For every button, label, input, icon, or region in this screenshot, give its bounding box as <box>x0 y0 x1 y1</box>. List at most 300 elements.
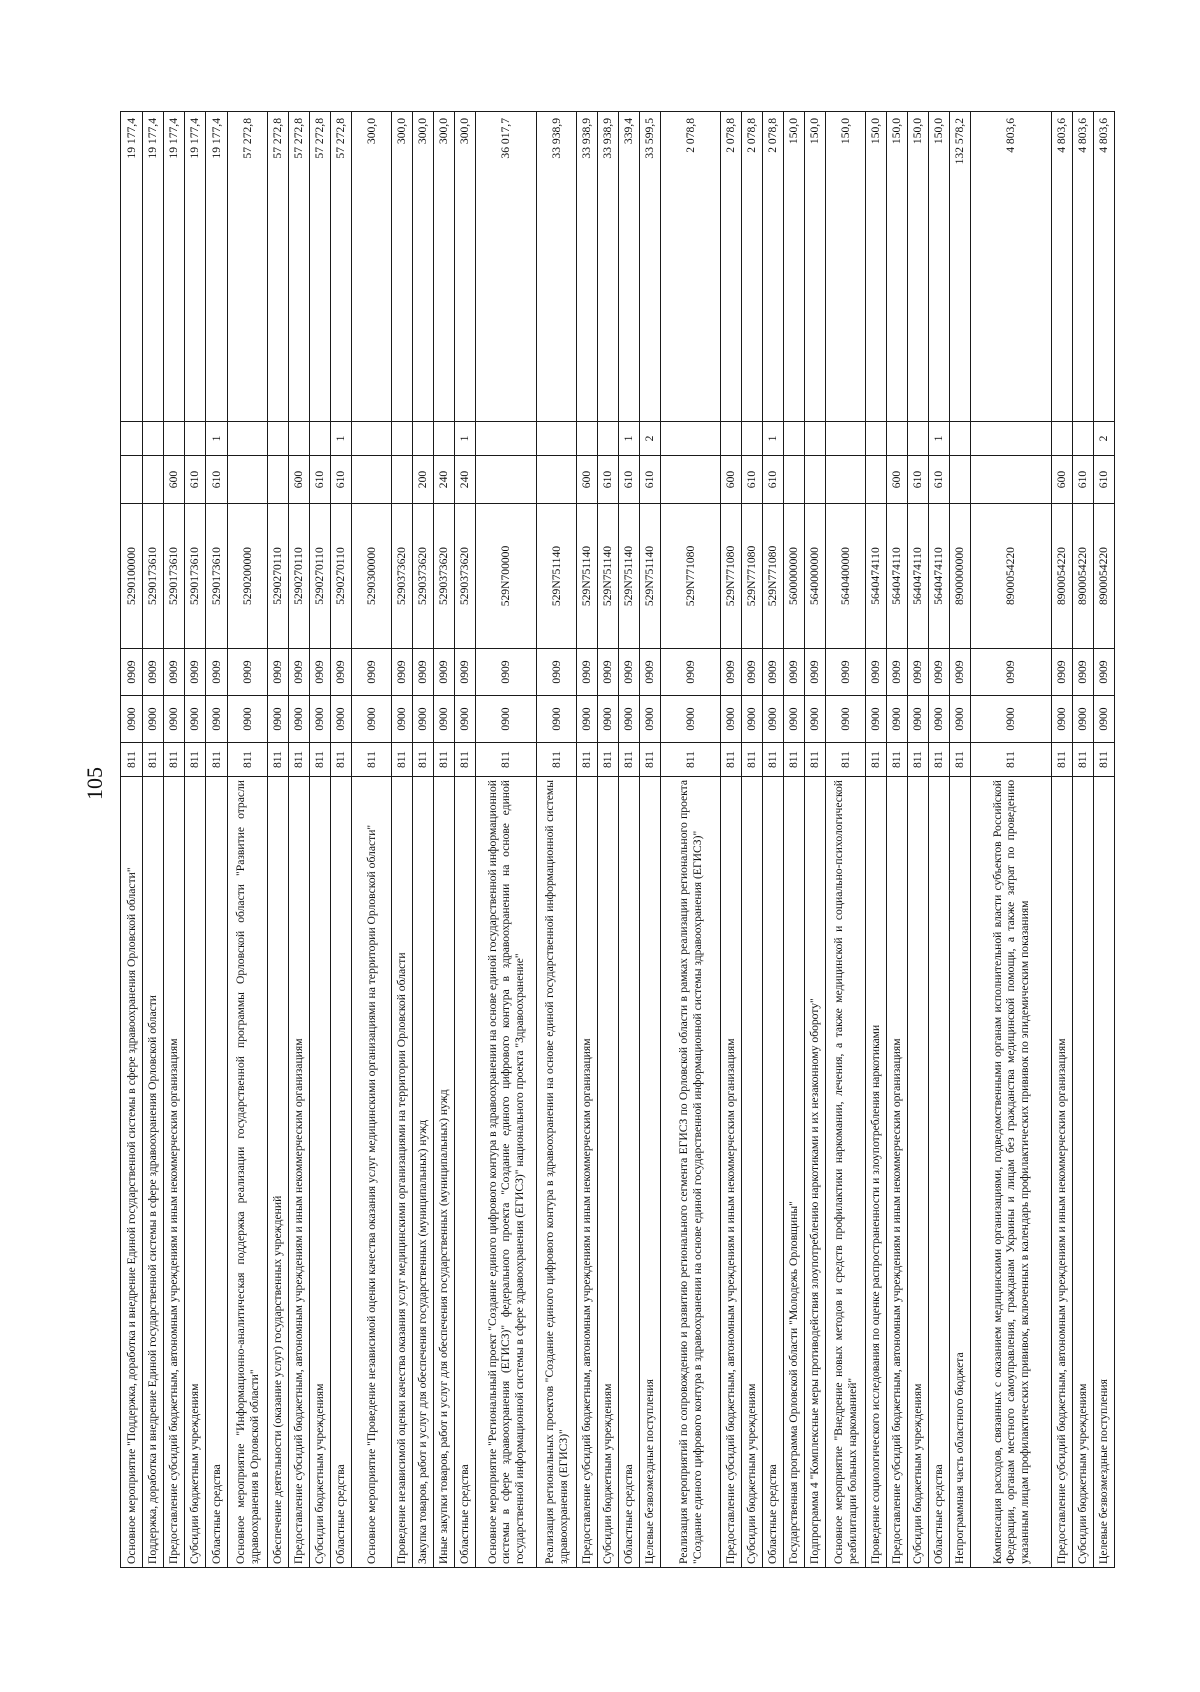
cell-podrazdel: 0909 <box>310 649 331 696</box>
cell-amount: 300,0 <box>455 112 476 422</box>
cell-target-article: 5640474110 <box>887 504 908 649</box>
cell-podrazdel: 0909 <box>206 649 228 696</box>
table-row <box>1094 112 1115 1568</box>
cell-razdel: 0900 <box>331 696 352 743</box>
cell-target-article: 8900054220 <box>1094 504 1115 649</box>
cell-expense-type <box>826 456 866 504</box>
cell-grbs: 811 <box>742 743 763 777</box>
cell-target-article: 5290200000 <box>228 504 268 649</box>
cell-expense-type <box>121 456 143 504</box>
cell-name: Государственная программа Орловской области "Молодежь Орловщины" <box>784 777 805 1568</box>
table-row <box>455 112 476 1568</box>
cell-razdel: 0900 <box>185 696 206 743</box>
cell-expense-type: 610 <box>929 456 950 504</box>
cell-source <box>310 422 331 456</box>
cell-podrazdel: 0909 <box>1094 649 1115 696</box>
cell-source: 2 <box>1094 422 1115 456</box>
cell-expense-type: 610 <box>1073 456 1094 504</box>
cell-grbs: 811 <box>763 743 784 777</box>
cell-name: Основное мероприятие "Внедрение новых методов и средств профилактики наркомании, лечения, а также медицинской и социально-психологической реабилитации больных наркоманией" <box>826 777 866 1568</box>
cell-expense-type: 610 <box>640 456 661 504</box>
cell-target-article: 5290100000 <box>121 504 143 649</box>
cell-podrazdel: 0909 <box>185 649 206 696</box>
cell-razdel: 0900 <box>289 696 310 743</box>
cell-grbs: 811 <box>1073 743 1094 777</box>
cell-amount: 4 803,6 <box>1052 112 1073 422</box>
cell-expense-type: 610 <box>619 456 640 504</box>
cell-podrazdel: 0909 <box>866 649 887 696</box>
cell-source <box>784 422 805 456</box>
cell-razdel: 0900 <box>598 696 619 743</box>
cell-name: Субсидии бюджетным учреждениям <box>1073 777 1094 1568</box>
cell-source <box>392 422 413 456</box>
cell-target-article: 529N751140 <box>537 504 577 649</box>
cell-amount: 150,0 <box>784 112 805 422</box>
cell-grbs: 811 <box>434 743 455 777</box>
cell-grbs: 811 <box>908 743 929 777</box>
cell-razdel: 0900 <box>413 696 434 743</box>
table-row <box>392 112 413 1568</box>
cell-amount: 57 272,8 <box>310 112 331 422</box>
cell-name: Непрограммная часть областного бюджета <box>950 777 971 1568</box>
cell-grbs: 811 <box>352 743 392 777</box>
cell-target-article: 5600000000 <box>784 504 805 649</box>
cell-amount: 33 599,5 <box>640 112 661 422</box>
cell-razdel: 0900 <box>1052 696 1073 743</box>
cell-grbs: 811 <box>929 743 950 777</box>
cell-grbs: 811 <box>185 743 206 777</box>
cell-podrazdel: 0909 <box>784 649 805 696</box>
cell-podrazdel: 0909 <box>476 649 537 696</box>
cell-amount: 150,0 <box>887 112 908 422</box>
cell-source <box>742 422 763 456</box>
cell-target-article: 529N751140 <box>619 504 640 649</box>
cell-amount: 2 078,8 <box>661 112 721 422</box>
cell-name: Реализация мероприятий по сопровождению и развитию регионального сегмента ЕГИСЗ по Орловской области в рамках реализации регионального проекта "Создание единого цифрового контура в здравоохранении на основе единой государственной информационной системы здравоохранения (ЕГИСЗ)" <box>661 777 721 1568</box>
table-row <box>476 112 537 1568</box>
cell-expense-type <box>537 456 577 504</box>
cell-source <box>971 422 1052 456</box>
cell-name: Предоставление субсидий бюджетным, автономным учреждениям и иным некоммерческим организациям <box>887 777 908 1568</box>
cell-amount: 150,0 <box>929 112 950 422</box>
cell-amount: 150,0 <box>805 112 826 422</box>
cell-source <box>721 422 742 456</box>
cell-podrazdel: 0909 <box>908 649 929 696</box>
cell-podrazdel: 0909 <box>537 649 577 696</box>
cell-target-article: 5290270110 <box>331 504 352 649</box>
cell-amount: 57 272,8 <box>268 112 289 422</box>
cell-amount: 2 078,8 <box>763 112 784 422</box>
cell-razdel: 0900 <box>784 696 805 743</box>
cell-grbs: 811 <box>164 743 185 777</box>
cell-amount: 300,0 <box>413 112 434 422</box>
table-row <box>971 112 1052 1568</box>
cell-source <box>476 422 537 456</box>
cell-grbs: 811 <box>121 743 143 777</box>
cell-source: 1 <box>206 422 228 456</box>
cell-grbs: 811 <box>805 743 826 777</box>
cell-razdel: 0900 <box>268 696 289 743</box>
cell-amount: 150,0 <box>908 112 929 422</box>
cell-amount: 4 803,6 <box>971 112 1052 422</box>
cell-amount: 4 803,6 <box>1094 112 1115 422</box>
cell-name: Предоставление субсидий бюджетным, автономным учреждениям и иным некоммерческим организациям <box>289 777 310 1568</box>
cell-podrazdel: 0909 <box>721 649 742 696</box>
cell-expense-type: 610 <box>763 456 784 504</box>
cell-razdel: 0900 <box>121 696 143 743</box>
cell-expense-type: 610 <box>1094 456 1115 504</box>
cell-target-article: 8900054220 <box>1073 504 1094 649</box>
cell-podrazdel: 0909 <box>434 649 455 696</box>
cell-source <box>826 422 866 456</box>
cell-expense-type: 600 <box>721 456 742 504</box>
cell-target-article: 529N751140 <box>577 504 598 649</box>
cell-name: Поддержка, доработка и внедрение Единой государственной системы в сфере здравоохранения Орловской области <box>143 777 164 1568</box>
cell-razdel: 0900 <box>640 696 661 743</box>
cell-razdel: 0900 <box>826 696 866 743</box>
cell-grbs: 811 <box>784 743 805 777</box>
cell-name: Основное мероприятие "Поддержка, доработка и внедрение Единой государственной системы в сфере здравоохранения Орловской области" <box>121 777 143 1568</box>
table-row <box>164 112 185 1568</box>
cell-source <box>185 422 206 456</box>
cell-name: Областные средства <box>455 777 476 1568</box>
table-row <box>742 112 763 1568</box>
cell-podrazdel: 0909 <box>331 649 352 696</box>
table-row <box>929 112 950 1568</box>
table-row <box>413 112 434 1568</box>
cell-target-article: 529N751140 <box>640 504 661 649</box>
cell-podrazdel: 0909 <box>455 649 476 696</box>
table-row <box>826 112 866 1568</box>
table-row <box>121 112 143 1568</box>
cell-podrazdel: 0909 <box>1052 649 1073 696</box>
cell-razdel: 0900 <box>310 696 331 743</box>
cell-source <box>228 422 268 456</box>
cell-target-article: 5290173610 <box>164 504 185 649</box>
cell-expense-type: 610 <box>908 456 929 504</box>
cell-expense-type <box>143 456 164 504</box>
table-row <box>206 112 228 1568</box>
cell-name: Реализация региональных проектов "Создание единого цифрового контура в здравоохранении на основе единой государственной информационной системы здравоохранения (ЕГИСЗ)" <box>537 777 577 1568</box>
cell-razdel: 0900 <box>950 696 971 743</box>
cell-razdel: 0900 <box>866 696 887 743</box>
cell-expense-type <box>352 456 392 504</box>
cell-name: Субсидии бюджетным учреждениям <box>310 777 331 1568</box>
cell-razdel: 0900 <box>206 696 228 743</box>
cell-amount: 300,0 <box>434 112 455 422</box>
cell-source <box>537 422 577 456</box>
cell-source <box>950 422 971 456</box>
cell-razdel: 0900 <box>763 696 784 743</box>
cell-source <box>1052 422 1073 456</box>
cell-grbs: 811 <box>887 743 908 777</box>
cell-grbs: 811 <box>228 743 268 777</box>
cell-grbs: 811 <box>455 743 476 777</box>
cell-podrazdel: 0909 <box>598 649 619 696</box>
cell-grbs: 811 <box>950 743 971 777</box>
cell-amount: 57 272,8 <box>289 112 310 422</box>
cell-target-article: 5290173610 <box>143 504 164 649</box>
cell-podrazdel: 0909 <box>742 649 763 696</box>
cell-grbs: 811 <box>310 743 331 777</box>
cell-amount: 19 177,4 <box>185 112 206 422</box>
cell-expense-type: 600 <box>164 456 185 504</box>
table-row <box>434 112 455 1568</box>
cell-target-article: 529N700000 <box>476 504 537 649</box>
cell-expense-type: 600 <box>289 456 310 504</box>
cell-razdel: 0900 <box>971 696 1052 743</box>
cell-source: 1 <box>619 422 640 456</box>
cell-name: Целевые безвозмездные поступления <box>640 777 661 1568</box>
cell-expense-type: 240 <box>455 456 476 504</box>
cell-expense-type: 600 <box>1052 456 1073 504</box>
cell-grbs: 811 <box>143 743 164 777</box>
cell-amount: 19 177,4 <box>121 112 143 422</box>
table-row <box>598 112 619 1568</box>
table-row <box>310 112 331 1568</box>
cell-name: Областные средства <box>763 777 784 1568</box>
cell-source <box>121 422 143 456</box>
cell-podrazdel: 0909 <box>805 649 826 696</box>
cell-name: Предоставление субсидий бюджетным, автономным учреждениям и иным некоммерческим организациям <box>164 777 185 1568</box>
table-row <box>185 112 206 1568</box>
cell-target-article: 529N771080 <box>721 504 742 649</box>
cell-grbs: 811 <box>392 743 413 777</box>
cell-podrazdel: 0909 <box>289 649 310 696</box>
cell-name: Предоставление субсидий бюджетным, автономным учреждениям и иным некоммерческим организациям <box>1052 777 1073 1568</box>
cell-target-article: 5290373620 <box>434 504 455 649</box>
cell-target-article: 529N751140 <box>598 504 619 649</box>
cell-grbs: 811 <box>331 743 352 777</box>
cell-podrazdel: 0909 <box>121 649 143 696</box>
cell-podrazdel: 0909 <box>640 649 661 696</box>
cell-source <box>268 422 289 456</box>
cell-name: Закупка товаров, работ и услуг для обеспечения государственных (муниципальных) нужд <box>413 777 434 1568</box>
cell-name: Основное мероприятие "Региональный проект "Создание единого цифрового контура в здравоохранении на основе единой государственной информационной системы в сфере здравоохранения (ЕГИСЗ)" федерального проекта "Создание единого цифрового контура в здравоохранении на основе единой государственной информационной системы в сфере здравоохранения (ЕГИСЗ)" национального проекта "Здравоохранение" <box>476 777 537 1568</box>
cell-podrazdel: 0909 <box>577 649 598 696</box>
budget-table-container <box>120 112 1115 1568</box>
cell-expense-type: 610 <box>206 456 228 504</box>
cell-grbs: 811 <box>1052 743 1073 777</box>
table-row <box>763 112 784 1568</box>
table-row <box>661 112 721 1568</box>
cell-expense-type: 600 <box>577 456 598 504</box>
cell-amount: 19 177,4 <box>206 112 228 422</box>
cell-razdel: 0900 <box>476 696 537 743</box>
cell-source <box>164 422 185 456</box>
cell-target-article: 5290270110 <box>310 504 331 649</box>
cell-amount: 150,0 <box>826 112 866 422</box>
cell-razdel: 0900 <box>228 696 268 743</box>
table-row <box>640 112 661 1568</box>
cell-grbs: 811 <box>619 743 640 777</box>
cell-podrazdel: 0909 <box>826 649 866 696</box>
cell-amount: 300,0 <box>352 112 392 422</box>
cell-grbs: 811 <box>413 743 434 777</box>
cell-expense-type <box>784 456 805 504</box>
table-row <box>784 112 805 1568</box>
cell-source: 1 <box>455 422 476 456</box>
cell-grbs: 811 <box>866 743 887 777</box>
cell-podrazdel: 0909 <box>950 649 971 696</box>
cell-razdel: 0900 <box>908 696 929 743</box>
cell-expense-type: 610 <box>310 456 331 504</box>
cell-amount: 300,0 <box>392 112 413 422</box>
cell-expense-type: 610 <box>331 456 352 504</box>
cell-target-article: 529N771080 <box>763 504 784 649</box>
cell-amount: 33 938,9 <box>537 112 577 422</box>
cell-expense-type <box>866 456 887 504</box>
cell-target-article: 529N771080 <box>742 504 763 649</box>
cell-expense-type <box>805 456 826 504</box>
cell-name: Предоставление субсидий бюджетным, автономным учреждениям и иным некоммерческим организациям <box>577 777 598 1568</box>
table-row <box>866 112 887 1568</box>
cell-expense-type: 240 <box>434 456 455 504</box>
cell-amount: 36 017,7 <box>476 112 537 422</box>
cell-target-article: 5640000000 <box>805 504 826 649</box>
cell-source: 1 <box>331 422 352 456</box>
cell-podrazdel: 0909 <box>971 649 1052 696</box>
cell-source <box>1073 422 1094 456</box>
cell-podrazdel: 0909 <box>352 649 392 696</box>
page-number: 105 <box>82 767 107 800</box>
cell-target-article: 5290173610 <box>185 504 206 649</box>
cell-name: Основное мероприятие "Проведение независимой оценки качества оказания услуг медицинскими организациями на территории Орловской области" <box>352 777 392 1568</box>
cell-source <box>661 422 721 456</box>
table-row <box>289 112 310 1568</box>
cell-expense-type <box>661 456 721 504</box>
cell-razdel: 0900 <box>352 696 392 743</box>
cell-podrazdel: 0909 <box>929 649 950 696</box>
cell-amount: 2 078,8 <box>742 112 763 422</box>
cell-name: Основное мероприятие "Информационно-аналитическая поддержка реализации государственной программы Орловской области "Развитие отрасли здравоохранения в Орловской области" <box>228 777 268 1568</box>
cell-razdel: 0900 <box>164 696 185 743</box>
cell-source <box>143 422 164 456</box>
cell-podrazdel: 0909 <box>164 649 185 696</box>
cell-amount: 339,4 <box>619 112 640 422</box>
cell-grbs: 811 <box>537 743 577 777</box>
table-row <box>577 112 598 1568</box>
cell-razdel: 0900 <box>455 696 476 743</box>
cell-name: Областные средства <box>206 777 228 1568</box>
cell-razdel: 0900 <box>619 696 640 743</box>
table-row <box>950 112 971 1568</box>
cell-expense-type <box>392 456 413 504</box>
cell-grbs: 811 <box>289 743 310 777</box>
cell-expense-type: 610 <box>598 456 619 504</box>
cell-razdel: 0900 <box>661 696 721 743</box>
cell-grbs: 811 <box>577 743 598 777</box>
cell-name: Субсидии бюджетным учреждениям <box>742 777 763 1568</box>
cell-podrazdel: 0909 <box>143 649 164 696</box>
cell-razdel: 0900 <box>721 696 742 743</box>
cell-podrazdel: 0909 <box>228 649 268 696</box>
table-row <box>887 112 908 1568</box>
cell-grbs: 811 <box>661 743 721 777</box>
cell-grbs: 811 <box>206 743 228 777</box>
cell-grbs: 811 <box>826 743 866 777</box>
cell-expense-type <box>476 456 537 504</box>
cell-amount: 33 938,9 <box>577 112 598 422</box>
cell-amount: 4 803,6 <box>1073 112 1094 422</box>
cell-target-article: 5640474110 <box>929 504 950 649</box>
cell-name: Иные закупки товаров, работ и услуг для обеспечения государственных (муниципальных) нужд <box>434 777 455 1568</box>
cell-source <box>805 422 826 456</box>
cell-target-article: 5290270110 <box>289 504 310 649</box>
table-row <box>1052 112 1073 1568</box>
cell-name: Областные средства <box>929 777 950 1568</box>
cell-grbs: 811 <box>1094 743 1115 777</box>
cell-expense-type: 600 <box>887 456 908 504</box>
cell-name: Обеспечение деятельности (оказание услуг) государственных учреждений <box>268 777 289 1568</box>
cell-source <box>908 422 929 456</box>
cell-name: Компенсация расходов, связанных с оказанием медицинскими организациями, подведомственными органам исполнительной власти субъектов Российской Федерации, органам местного самоуправления, гражданам Украины и лицам без гражданства медицинской помощи, а также затрат по проведению указанным лицам профилактических прививок, включенных в календарь профилактических прививок по эпидемическим показаниям <box>971 777 1052 1568</box>
cell-razdel: 0900 <box>742 696 763 743</box>
table-row <box>268 112 289 1568</box>
budget-table <box>120 111 1115 1568</box>
cell-podrazdel: 0909 <box>268 649 289 696</box>
cell-razdel: 0900 <box>577 696 598 743</box>
cell-razdel: 0900 <box>887 696 908 743</box>
cell-grbs: 811 <box>721 743 742 777</box>
cell-name: Областные средства <box>619 777 640 1568</box>
cell-razdel: 0900 <box>434 696 455 743</box>
cell-target-article: 5290173610 <box>206 504 228 649</box>
table-row <box>331 112 352 1568</box>
cell-expense-type <box>228 456 268 504</box>
cell-expense-type <box>950 456 971 504</box>
cell-razdel: 0900 <box>805 696 826 743</box>
cell-expense-type: 200 <box>413 456 434 504</box>
table-row <box>228 112 268 1568</box>
cell-name: Подпрограмма 4 "Комплексные меры противодействия злоупотреблению наркотиками и их незаконному обороту" <box>805 777 826 1568</box>
table-row <box>1073 112 1094 1568</box>
cell-razdel: 0900 <box>929 696 950 743</box>
cell-name: Субсидии бюджетным учреждениям <box>598 777 619 1568</box>
cell-amount: 57 272,8 <box>228 112 268 422</box>
cell-razdel: 0900 <box>1073 696 1094 743</box>
cell-source <box>598 422 619 456</box>
cell-podrazdel: 0909 <box>1073 649 1094 696</box>
cell-target-article: 8900054220 <box>971 504 1052 649</box>
cell-source <box>413 422 434 456</box>
cell-target-article: 529N771080 <box>661 504 721 649</box>
cell-name: Проведение независимой оценки качества оказания услуг медицинскими организациями на территории Орловской области <box>392 777 413 1568</box>
table-row <box>143 112 164 1568</box>
cell-amount: 19 177,4 <box>143 112 164 422</box>
cell-expense-type: 610 <box>185 456 206 504</box>
cell-podrazdel: 0909 <box>392 649 413 696</box>
cell-name: Субсидии бюджетным учреждениям <box>185 777 206 1568</box>
cell-target-article: 5640474110 <box>908 504 929 649</box>
cell-grbs: 811 <box>476 743 537 777</box>
cell-razdel: 0900 <box>143 696 164 743</box>
cell-razdel: 0900 <box>537 696 577 743</box>
cell-name: Субсидии бюджетным учреждениям <box>908 777 929 1568</box>
cell-expense-type: 610 <box>742 456 763 504</box>
cell-source: 1 <box>763 422 784 456</box>
table-row <box>619 112 640 1568</box>
cell-amount: 57 272,8 <box>331 112 352 422</box>
cell-amount: 132 578,2 <box>950 112 971 422</box>
cell-grbs: 811 <box>598 743 619 777</box>
cell-podrazdel: 0909 <box>887 649 908 696</box>
cell-expense-type <box>268 456 289 504</box>
cell-amount: 19 177,4 <box>164 112 185 422</box>
cell-source: 1 <box>929 422 950 456</box>
cell-source <box>289 422 310 456</box>
cell-source <box>577 422 598 456</box>
